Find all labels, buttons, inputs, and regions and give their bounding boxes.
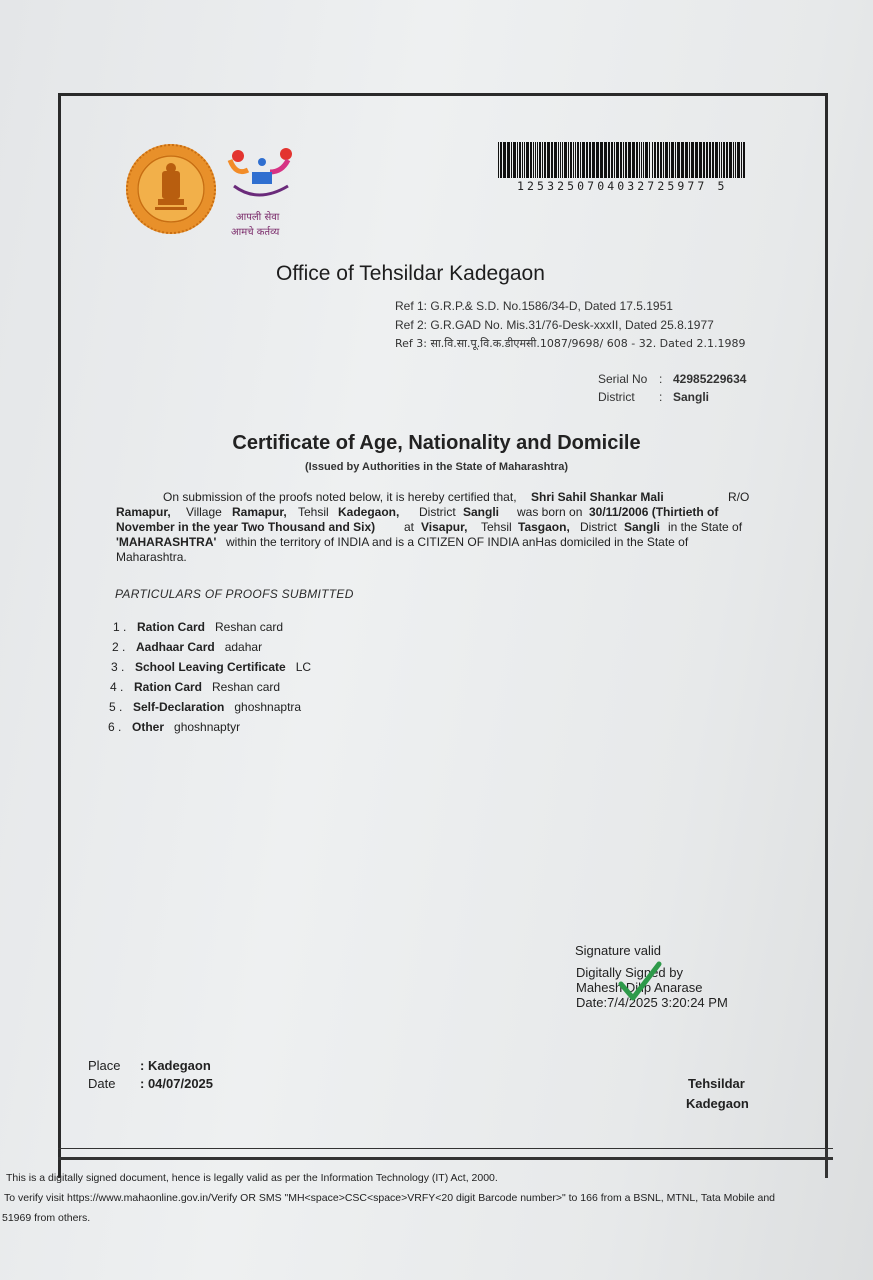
barcode-bar bbox=[623, 142, 624, 178]
proof-name: Self-Declaration bbox=[133, 700, 225, 714]
proof-number: 1 . bbox=[113, 620, 127, 634]
barcode-bar bbox=[703, 142, 705, 178]
barcode-bar bbox=[632, 142, 635, 178]
border-line bbox=[58, 1148, 833, 1149]
barcode-bar bbox=[729, 142, 732, 178]
barcode-bar bbox=[554, 142, 557, 178]
tehsildar-location: Kadegaon bbox=[686, 1096, 749, 1111]
body-text: was born on bbox=[517, 505, 583, 519]
barcode-bar bbox=[706, 142, 708, 178]
barcode-bar bbox=[715, 142, 718, 178]
barcode-bar bbox=[577, 142, 579, 178]
barcode-bar bbox=[526, 142, 529, 178]
list-item bbox=[110, 680, 280, 694]
barcode-bar bbox=[507, 142, 510, 178]
barcode-bar bbox=[685, 142, 688, 178]
tehsildar-title: Tehsildar bbox=[688, 1076, 745, 1091]
birth-date-words: November in the year Two Thousand and Six) bbox=[116, 520, 376, 534]
body-text: Maharashtra. bbox=[116, 550, 187, 564]
barcode-bar bbox=[665, 142, 668, 178]
serial-value: 42985229634 bbox=[673, 372, 747, 386]
date-label: Date bbox=[88, 1076, 116, 1091]
proof-value: adahar bbox=[224, 640, 263, 654]
barcode-bar bbox=[573, 142, 574, 178]
barcode-bar bbox=[733, 142, 734, 178]
barcode-bar bbox=[737, 142, 740, 178]
barcode-bar bbox=[735, 142, 736, 178]
birth-place: Visapur, bbox=[421, 520, 468, 534]
barcode-bar bbox=[721, 142, 722, 178]
proof-number: 6 . bbox=[108, 720, 122, 734]
barcode-bar bbox=[654, 142, 656, 178]
barcode-bar bbox=[689, 142, 690, 178]
list-item bbox=[112, 640, 262, 654]
signer-name: Mahesh Dilip Anarase bbox=[576, 980, 703, 995]
barcode-bar bbox=[643, 142, 644, 178]
proof-name: Ration Card bbox=[134, 680, 203, 694]
barcode-bar bbox=[628, 142, 631, 178]
body-text: On submission of the proofs noted below, it is hereby certified that, bbox=[163, 490, 517, 504]
barcode-bar bbox=[681, 142, 684, 178]
list-item bbox=[111, 660, 311, 674]
barcode-bar bbox=[503, 142, 506, 178]
barcode-bar bbox=[560, 142, 561, 178]
signature-check-icon bbox=[615, 958, 663, 1006]
district-label: District bbox=[598, 390, 635, 404]
logo-tagline: आपली सेवा bbox=[236, 212, 280, 223]
barcode-bar bbox=[645, 142, 648, 178]
barcode-bar bbox=[596, 142, 599, 178]
barcode-image bbox=[498, 142, 746, 178]
barcode-bar bbox=[517, 142, 518, 178]
barcode-bar bbox=[636, 142, 638, 178]
barcode-bar bbox=[547, 142, 550, 178]
district-value: Sangli bbox=[673, 390, 710, 404]
proof-name: Aadhaar Card bbox=[136, 640, 215, 654]
barcode-bar bbox=[522, 142, 523, 178]
list-item bbox=[109, 700, 301, 714]
barcode-bar bbox=[568, 142, 569, 178]
footer-legal-note: This is a digitally signed document, hence is legally valid as per the Information Technology (IT) Act, 2000. bbox=[6, 1172, 498, 1184]
serial-label: Serial No bbox=[598, 372, 648, 386]
proof-number: 2 . bbox=[112, 640, 126, 654]
birth-tehsil: Tasgaon, bbox=[518, 520, 570, 534]
barcode-bar bbox=[604, 142, 607, 178]
proof-number: 5 . bbox=[109, 700, 123, 714]
certificate-border bbox=[58, 93, 828, 1178]
proof-name: Other bbox=[132, 720, 165, 734]
signature-signed-by: Digitally Signed by bbox=[576, 965, 683, 980]
body-text: at bbox=[404, 520, 415, 534]
birth-date: 30/11/2006 (Thirtieth of bbox=[589, 505, 719, 519]
date-row bbox=[88, 1076, 213, 1091]
office-title: Office of Tehsildar Kadegaon bbox=[276, 262, 545, 285]
signature-status: Signature valid bbox=[575, 943, 661, 958]
barcode-bar bbox=[519, 142, 521, 178]
barcode-bar bbox=[570, 142, 572, 178]
border-line bbox=[825, 1148, 828, 1178]
body-text: Village bbox=[186, 505, 222, 519]
border-line bbox=[58, 1157, 833, 1160]
barcode-bar bbox=[586, 142, 588, 178]
proof-name: Ration Card bbox=[137, 620, 206, 634]
certificate-title: Certificate of Age, Nationality and Domicile bbox=[232, 432, 641, 454]
barcode-bar bbox=[524, 142, 525, 178]
barcode-bar bbox=[649, 142, 650, 178]
barcode-bar bbox=[551, 142, 553, 178]
barcode-bar bbox=[589, 142, 591, 178]
barcode-bar bbox=[616, 142, 619, 178]
barcode-bar bbox=[709, 142, 711, 178]
barcode-bar bbox=[663, 142, 664, 178]
proof-number: 4 . bbox=[110, 680, 124, 694]
barcode-bar bbox=[675, 142, 676, 178]
place-value: : Kadegaon bbox=[140, 1058, 211, 1073]
certificate-subtitle: (Issued by Authorities in the State of Maharashtra) bbox=[304, 461, 569, 473]
barcode-bar bbox=[691, 142, 694, 178]
barcode-bar bbox=[611, 142, 613, 178]
logo-tagline: आमचे कर्तव्य bbox=[231, 227, 280, 238]
reference-1: Ref 1: G.R.P.& S.D. No.1586/34-D, Dated 17.5.1951 bbox=[395, 299, 673, 313]
barcode-bar bbox=[544, 142, 546, 178]
barcode-bar bbox=[695, 142, 698, 178]
barcode-bar bbox=[671, 142, 674, 178]
proof-value: Reshan card bbox=[215, 620, 284, 634]
barcode-bar bbox=[625, 142, 627, 178]
barcode-bar bbox=[535, 142, 536, 178]
barcode-bar bbox=[511, 142, 512, 178]
district-colon: : bbox=[659, 390, 663, 404]
reference-3: Ref 3: सा.वि.सा.पू.वि.क.डीएमसी.1087/9698/ 608 - 32. Dated 2.1.1989 bbox=[395, 337, 746, 350]
barcode-number: 1253250704032725977 5 bbox=[517, 179, 728, 193]
barcode-bar bbox=[600, 142, 603, 178]
body-text: District bbox=[580, 520, 617, 534]
proof-name: School Leaving Certificate bbox=[135, 660, 286, 674]
proof-value: ghoshnaptra bbox=[234, 700, 302, 714]
barcode-bar bbox=[539, 142, 541, 178]
proof-value: LC bbox=[295, 660, 312, 674]
footer-verify-note: To verify visit https://www.mahaonline.gov.in/Verify OR SMS "MH<space>CSC<space>VRFY<20 digit Barcode number>" to 166 from a BSNL, MTNL, Tata Mobile and bbox=[4, 1192, 776, 1204]
residence: Ramapur, bbox=[116, 505, 171, 519]
barcode-bar bbox=[639, 142, 640, 178]
barcode-bar bbox=[669, 142, 670, 178]
state-name: 'MAHARASHTRA' bbox=[116, 535, 217, 549]
barcode-bar bbox=[614, 142, 615, 178]
barcode-bar bbox=[699, 142, 702, 178]
barcode-bar bbox=[620, 142, 622, 178]
proof-number: 3 . bbox=[111, 660, 125, 674]
village: Ramapur, bbox=[232, 505, 287, 519]
district: Sangli bbox=[463, 505, 500, 519]
barcode-bar bbox=[592, 142, 595, 178]
barcode-bar bbox=[641, 142, 642, 178]
list-item bbox=[113, 620, 283, 634]
serial-colon: : bbox=[659, 372, 663, 386]
barcode-bar bbox=[723, 142, 725, 178]
footer-verify-note-cont: 51969 from others. bbox=[2, 1212, 91, 1224]
barcode-bar bbox=[564, 142, 567, 178]
barcode-bar bbox=[513, 142, 516, 178]
barcode-bar bbox=[537, 142, 538, 178]
barcode-bar bbox=[580, 142, 581, 178]
reference-2: Ref 2: G.R.GAD No. Mis.31/76-Desk-xxxII, Dated 25.8.1977 bbox=[395, 318, 714, 332]
barcode-bar bbox=[558, 142, 559, 178]
barcode-bar bbox=[743, 142, 745, 178]
body-text: within the territory of INDIA and is a CITIZEN OF INDIA anHas domiciled in the State of bbox=[226, 535, 689, 549]
barcode-bar bbox=[582, 142, 585, 178]
signature-date: Date:7/4/2025 3:20:24 PM bbox=[576, 995, 728, 1010]
body-text: Tehsil bbox=[298, 505, 329, 519]
barcode-bar bbox=[741, 142, 742, 178]
proof-value: Reshan card bbox=[212, 680, 281, 694]
birth-district: Sangli bbox=[624, 520, 661, 534]
barcode-bar bbox=[652, 142, 653, 178]
barcode-bar bbox=[500, 142, 502, 178]
maharashtra-emblem-icon bbox=[125, 143, 217, 235]
particulars-heading: PARTICULARS OF PROOFS SUBMITTED bbox=[115, 587, 354, 601]
barcode-bar bbox=[712, 142, 714, 178]
barcode-bar bbox=[542, 142, 543, 178]
barcode-bar bbox=[677, 142, 680, 178]
barcode-bar bbox=[498, 142, 499, 178]
barcode-bar bbox=[608, 142, 610, 178]
barcode-bar bbox=[660, 142, 662, 178]
barcode-bar bbox=[530, 142, 532, 178]
barcode-bar bbox=[719, 142, 720, 178]
proof-value: ghoshnaptyr bbox=[174, 720, 241, 734]
person-name: Shri Sahil Shankar Mali bbox=[531, 490, 664, 504]
body-text: District bbox=[419, 505, 456, 519]
list-item bbox=[108, 720, 240, 734]
body-text: Tehsil bbox=[481, 520, 512, 534]
barcode-bar bbox=[726, 142, 728, 178]
body-text: R/O bbox=[728, 490, 750, 504]
body-text: in the State of bbox=[668, 520, 743, 534]
date-value: : 04/07/2025 bbox=[140, 1076, 214, 1091]
barcode-bar bbox=[657, 142, 659, 178]
place-row bbox=[88, 1058, 211, 1073]
barcode-bar bbox=[533, 142, 534, 178]
tehsil: Kadegaon, bbox=[338, 505, 400, 519]
barcode-bar bbox=[575, 142, 576, 178]
place-label: Place bbox=[88, 1058, 121, 1073]
barcode-bar bbox=[562, 142, 563, 178]
